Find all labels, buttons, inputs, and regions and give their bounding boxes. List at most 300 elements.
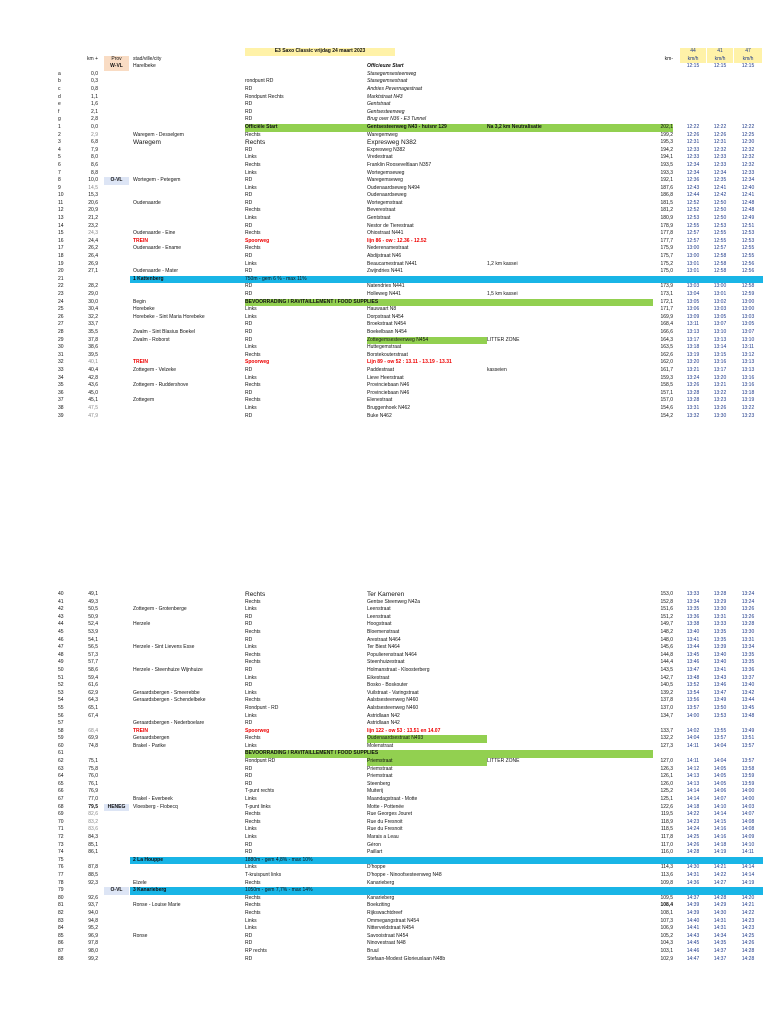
street-cell: Lijn 89 - ow 52 : 13.11 - 13.19 - 13.31 [367, 359, 452, 366]
time-cell: 13:32 [686, 412, 700, 419]
time-cell: 12:56 [741, 260, 755, 267]
table-row [0, 162, 768, 170]
prov-cell: W-VL [104, 63, 129, 71]
km-plus-cell: 7,9 [91, 146, 98, 153]
km-minus-cell: 107,3 [660, 917, 673, 924]
street-cell: Ohiostraat N441 [367, 230, 404, 237]
time-cell: 14:26 [686, 841, 700, 848]
direction-cell: Rondpunt - RD [245, 704, 279, 711]
time-cell: 12:55 [713, 230, 727, 237]
table-row [0, 773, 768, 781]
table-row [0, 109, 768, 117]
city-cell: Oudenaarde - Eine [133, 230, 176, 237]
table-row [0, 352, 768, 360]
direction-cell: Rechts [245, 139, 266, 147]
km-plus-cell: 64,3 [88, 697, 98, 704]
time-cell: 14:00 [686, 712, 700, 719]
time-cell: 13:29 [713, 598, 727, 605]
time-cell: 13:11 [686, 321, 700, 328]
time-cell: 13:19 [741, 397, 755, 404]
table-row [0, 132, 768, 140]
time-cell: 13:31 [713, 613, 727, 620]
table-row [0, 781, 768, 789]
time-cell: 14:36 [686, 879, 700, 886]
time-cell: 14:14 [713, 811, 727, 818]
table-row [0, 591, 768, 599]
time-cell: 13:17 [713, 366, 727, 373]
table-row [0, 170, 768, 178]
time-cell: 14:18 [686, 803, 700, 810]
km-minus-cell: 118,9 [660, 818, 673, 825]
time-cell: 14:19 [741, 879, 755, 886]
table-row [0, 390, 768, 398]
city-cell: Harelbeke [133, 63, 156, 70]
street-cell: Oudenaardseweg [367, 192, 407, 199]
time-cell: 14:23 [741, 917, 755, 924]
table-row [0, 71, 768, 79]
km-minus-cell: 178,9 [660, 222, 673, 229]
city-cell: Geraardsbergen [133, 735, 170, 742]
km-minus-cell: 126,1 [660, 773, 673, 780]
city-cell: 3 Kanarieberg [133, 887, 167, 894]
direction-cell: Links [245, 169, 257, 176]
prov-cell: O-VL [104, 177, 129, 185]
time-cell: 12:52 [686, 207, 700, 214]
street-cell: Savooistraat N454 [367, 932, 409, 939]
time-cell: 13:02 [713, 298, 727, 305]
city-cell: Brakel - Parike [133, 742, 166, 749]
km-plus-cell: 20,6 [88, 199, 98, 206]
speed-unit-3: km/h [734, 56, 762, 64]
street-cell: Andries Pevernagestraat [367, 85, 423, 92]
direction-cell: RD [245, 621, 253, 628]
street-cell: Wortegemstraat [367, 199, 403, 206]
row-number: 7 [58, 169, 61, 176]
direction-cell: RD [245, 666, 253, 673]
direction-cell: RD [245, 283, 253, 290]
row-number: 37 [58, 397, 64, 404]
table-row [0, 116, 768, 124]
row-number: 30 [58, 344, 64, 351]
km-plus-cell: 39,5 [88, 351, 98, 358]
time-cell: 14:10 [741, 841, 755, 848]
time-cell: 13:39 [713, 644, 727, 651]
time-cell: 13:06 [686, 306, 700, 313]
time-cell: 14:26 [741, 940, 755, 947]
time-cell: 13:44 [686, 644, 700, 651]
direction-cell: T-punt links [245, 803, 271, 810]
time-cell: 14:28 [686, 849, 700, 856]
row-number: 78 [58, 879, 64, 886]
time-cell: 12:26 [686, 131, 700, 138]
street-cell: Ter Biest N464 [367, 644, 400, 651]
direction-cell: RD [245, 613, 253, 620]
street-cell: Ter Kameren [367, 591, 405, 598]
time-cell: 13:49 [741, 727, 755, 734]
time-cell: 13:26 [741, 606, 755, 613]
km-plus-cell: 45,0 [88, 389, 98, 396]
time-cell: 14:11 [686, 758, 700, 765]
table-row [0, 238, 768, 246]
row-number: e [58, 101, 61, 108]
street-cell: D'hoppe - Ninoofsesteenweg N48 [367, 871, 442, 878]
direction-cell: Rechts [245, 397, 261, 404]
row-number: 72 [58, 834, 64, 840]
time-cell: 12:53 [741, 237, 755, 244]
time-cell: 13:03 [686, 283, 700, 290]
km-plus-cell: 85,1 [88, 841, 98, 848]
time-cell: 12:32 [741, 154, 755, 161]
row-number: 57 [58, 720, 64, 727]
row-number: 81 [58, 902, 64, 909]
km-plus-cell: 57,3 [88, 651, 98, 658]
km-plus-cell: 93,7 [88, 902, 98, 909]
street-cell: Oudenaardsestraat N493 [367, 735, 487, 743]
street-cell: Stasegemsestraat [367, 78, 408, 85]
km-minus-cell: 109,5 [660, 894, 673, 901]
km-plus-cell: 58,6 [88, 666, 98, 673]
city-cell: Zwalm - Roborst [133, 336, 170, 343]
table-row [0, 94, 768, 102]
street-cell: Nederenamestraat [367, 245, 409, 252]
row-number: 83 [58, 917, 64, 924]
time-cell: 12:33 [713, 154, 727, 161]
row-number: 20 [58, 268, 64, 275]
speed-41-header: 41 [707, 48, 733, 56]
street-cell: Holleweg N441 [367, 291, 401, 297]
km-minus-header: km- [664, 55, 673, 62]
km-minus-cell: 132,2 [660, 735, 673, 742]
row-number: 73 [58, 841, 64, 848]
street-cell: Nestor de Tierestraat [367, 222, 414, 229]
time-cell: 13:10 [713, 328, 727, 335]
km-minus-cell: 149,7 [660, 621, 673, 628]
time-cell: 14:31 [713, 917, 727, 924]
direction-cell: Links [245, 917, 257, 924]
km-plus-cell: 2,1 [91, 108, 98, 115]
time-cell: 14:20 [741, 894, 755, 901]
direction-cell: RD [245, 773, 253, 780]
km-plus-cell: 57,7 [88, 659, 98, 666]
direction-cell: BEVOORRADING / RAVITAILLEMENT / FOOD SUPPLIES [245, 750, 379, 757]
time-cell: 12:15 [713, 63, 727, 70]
time-cell: 12:52 [686, 199, 700, 206]
time-cell: 13:35 [741, 651, 755, 658]
route-table-part-1 [0, 71, 768, 420]
row-number: 42 [58, 606, 64, 613]
time-cell: 14:28 [741, 955, 755, 962]
table-row [0, 397, 768, 405]
row-number: 87 [58, 947, 64, 954]
time-cell: 12:22 [686, 123, 700, 130]
direction-cell: RD [245, 199, 253, 206]
street-cell: Gentsesteenweg N43 - huisnr 129 [367, 123, 447, 130]
time-cell: 14:43 [686, 932, 700, 939]
km-plus-cell: 86,1 [88, 849, 98, 856]
time-cell: 12:58 [713, 260, 727, 267]
row-number: 59 [58, 735, 64, 742]
city-cell: Oudenaarde - Ename [133, 245, 182, 252]
km-minus-cell: 117,8 [660, 834, 673, 840]
row-number: 50 [58, 666, 64, 673]
km-plus-cell: 6,8 [91, 139, 98, 146]
table-row [0, 925, 768, 933]
km-plus-cell: 88,5 [88, 871, 98, 878]
direction-cell: RD [245, 780, 253, 787]
time-cell: 14:05 [713, 780, 727, 787]
row-number: g [58, 116, 61, 123]
street-cell: Stasegemsesteenweg [367, 70, 417, 77]
row-number: 46 [58, 636, 64, 643]
table-row [0, 705, 768, 713]
city-cell: TREIN [133, 359, 148, 366]
km-plus-cell: 35,5 [88, 328, 98, 335]
km-minus-cell: 144,8 [660, 651, 673, 658]
km-minus-cell: 166,6 [660, 328, 673, 335]
time-cell: 12:31 [686, 139, 700, 146]
street-cell: Bosko - Boskouter [367, 682, 408, 689]
km-plus-cell: 95,2 [88, 925, 98, 932]
direction-cell: RD [245, 849, 253, 856]
km-plus-cell: 65,1 [88, 704, 98, 711]
km-minus-cell: 126,3 [660, 765, 673, 772]
row-number: d [58, 93, 61, 100]
km-plus-cell: 69,9 [88, 735, 98, 742]
direction-cell: RD [245, 268, 253, 275]
km-minus-cell: 151,6 [660, 606, 673, 613]
street-cell: Bruul [367, 947, 379, 954]
street-cell: Abdijstraat N46 [367, 253, 402, 260]
street-cell: Expresweg N382 [367, 146, 406, 153]
direction-cell: RD [245, 955, 253, 962]
direction-cell: RD [245, 253, 253, 260]
km-minus-cell: 153,0 [660, 591, 673, 597]
table-row [0, 253, 768, 261]
time-cell: 13:03 [713, 306, 727, 313]
table-row [0, 895, 768, 903]
km-plus-cell: 54,1 [88, 636, 98, 643]
time-cell: 13:28 [686, 389, 700, 396]
km-plus-cell: 40,4 [88, 366, 98, 373]
time-cell: 14:11 [741, 849, 755, 856]
km-plus-cell: 26,4 [88, 253, 98, 260]
time-cell: 12:57 [686, 237, 700, 244]
km-plus-cell: 0,3 [91, 78, 98, 85]
time-cell: 12:57 [686, 230, 700, 237]
km-plus-cell: 29,0 [88, 291, 98, 297]
time-cell: 12:15 [686, 63, 700, 70]
table-row [0, 720, 768, 728]
km-plus-cell: 0,8 [91, 85, 98, 92]
time-cell: 13:09 [686, 313, 700, 320]
time-cell: 14:06 [713, 788, 727, 795]
time-cell: 13:41 [713, 666, 727, 673]
time-cell: 14:14 [686, 788, 700, 795]
time-cell: 14:12 [686, 765, 700, 772]
table-row [0, 382, 768, 390]
km-plus-cell: 0,0 [91, 123, 98, 130]
speed-47-header: 47 [734, 48, 762, 56]
row-number: 76 [58, 864, 64, 871]
time-cell: 13:57 [741, 758, 755, 765]
row-number: 26 [58, 313, 64, 320]
time-cell: 13:51 [741, 735, 755, 742]
street-cell: Lieve Heerstraat [367, 374, 404, 381]
km-minus-cell: 142,7 [660, 674, 673, 681]
km-plus-cell: 45,1 [88, 397, 98, 404]
time-cell: 12:31 [713, 139, 727, 146]
city-cell: Herzele [133, 621, 151, 628]
row-number: 13 [58, 215, 64, 222]
time-cell: 13:28 [741, 621, 755, 628]
row-number: 21 [58, 275, 64, 282]
street-cell: Rue Georges Jouret [367, 811, 413, 818]
direction-cell: Links [245, 306, 257, 313]
time-cell: 14:37 [686, 894, 700, 901]
city-cell: Geraardsbergen - Nederboelare [133, 720, 205, 727]
street-cell: Ommegangstraat N454 [367, 917, 419, 924]
km-minus-cell: 157,1 [660, 389, 673, 396]
row-number: 41 [58, 598, 64, 605]
km-minus-cell: 148,2 [660, 628, 673, 635]
street-cell: Expresweg N382 [367, 139, 417, 147]
time-cell: 13:45 [686, 651, 700, 658]
time-cell: 13:56 [686, 697, 700, 704]
km-plus-cell: 77,0 [88, 796, 98, 803]
street-cell: Vuilstraat - Varingstraat [367, 689, 419, 696]
time-cell: 13:18 [741, 389, 755, 396]
direction-cell: RD [245, 291, 253, 297]
time-cell: 13:01 [686, 260, 700, 267]
km-plus-cell: 47,5 [88, 404, 98, 411]
table-row [0, 78, 768, 86]
direction-cell: RD [245, 101, 253, 108]
street-cell: Bruggenhoek N462 [367, 404, 411, 411]
row-number: 22 [58, 283, 64, 290]
time-cell: 13:57 [713, 735, 727, 742]
time-cell: 12:30 [741, 139, 755, 146]
time-cell: 14:04 [713, 758, 727, 765]
direction-cell: Links [245, 796, 257, 803]
km-minus-cell: 186,8 [660, 192, 673, 199]
table-row [0, 337, 768, 345]
time-cell: 13:07 [713, 321, 727, 328]
time-cell: 13:30 [713, 606, 727, 613]
time-cell: 12:33 [713, 161, 727, 168]
time-cell: 14:28 [741, 947, 755, 954]
km-plus-cell: 83,6 [88, 826, 98, 833]
time-cell: 13:46 [713, 682, 727, 689]
time-cell: 13:37 [741, 674, 755, 681]
city-cell: Begin [133, 298, 146, 305]
row-number: 65 [58, 780, 64, 787]
roadbook-sheet-1 [0, 48, 768, 420]
street-cell: D'hoppe [367, 864, 386, 871]
km-minus-cell: 169,9 [660, 313, 673, 320]
direction-cell: Rechts [245, 879, 261, 886]
row-number: b [58, 78, 61, 85]
km-plus-cell: 59,4 [88, 674, 98, 681]
time-cell: 12:48 [741, 207, 755, 214]
table-row [0, 299, 768, 307]
time-cell: 12:58 [713, 253, 727, 260]
table-row [0, 682, 768, 690]
table-row [0, 826, 768, 834]
street-cell: Paillart [367, 849, 383, 856]
street-cell: Franklin Rooseveltlaan N357 [367, 161, 432, 168]
row-number: 39 [58, 412, 64, 419]
time-cell: 14:10 [713, 803, 727, 810]
km-plus-cell: 30,4 [88, 306, 98, 313]
km-minus-cell: 108,4 [660, 902, 673, 909]
time-cell: 12:32 [713, 146, 727, 153]
city-cell: Herzele - Sint Lievens Esse [133, 644, 195, 651]
time-cell: 13:33 [713, 621, 727, 628]
km-minus-cell: 105,2 [660, 932, 673, 939]
time-cell: 14:45 [686, 940, 700, 947]
km-minus-cell: 177,8 [660, 230, 673, 237]
table-row [0, 811, 768, 819]
header-title-row [0, 48, 768, 56]
direction-cell: RD [245, 177, 253, 184]
street-cell: Aalstsesteenweg N460 [367, 697, 419, 704]
time-cell: 13:01 [686, 268, 700, 275]
time-cell: 12:26 [713, 131, 727, 138]
time-cell: 13:41 [686, 636, 700, 643]
direction-cell: 1880m - gem 4,8% - max 10% [245, 856, 313, 863]
km-minus-cell: 175,2 [660, 260, 673, 267]
row-number: 29 [58, 336, 64, 343]
km-plus-cell: 92,3 [88, 879, 98, 886]
direction-cell: Rechts [245, 735, 261, 742]
street-cell: Ninovestraat N48 [367, 940, 406, 947]
km-plus-cell: 10,0 [88, 177, 98, 184]
km-plus-cell: 99,2 [88, 955, 98, 962]
street-cell: lijn 86 - ow : 12.36 - 12.52 [367, 237, 427, 244]
time-cell: 12:43 [686, 184, 700, 191]
table-row [0, 367, 768, 375]
time-cell: 14:14 [686, 796, 700, 803]
table-row [0, 192, 768, 200]
time-cell: 13:20 [686, 359, 700, 366]
km-plus-cell: 49,1 [88, 591, 98, 597]
direction-cell: Links [245, 712, 257, 719]
time-cell: 12:41 [713, 184, 727, 191]
km-minus-cell: 139,2 [660, 689, 673, 696]
city-cell: TREIN [133, 237, 148, 244]
city-cell: 1 Kattenberg [133, 275, 164, 282]
time-cell: 12:33 [686, 146, 700, 153]
table-row [0, 101, 768, 109]
direction-cell: Rechts [245, 697, 261, 704]
row-number: 47 [58, 644, 64, 651]
table-row [0, 359, 768, 367]
street-cell: Paddestraat [367, 366, 394, 373]
km-minus-cell: 126,0 [660, 780, 673, 787]
km-minus-cell: 202,1 [660, 123, 673, 130]
street-cell: Motte - Pottenée [367, 803, 404, 810]
row-number: 1 [58, 123, 61, 130]
time-cell: 13:23 [713, 397, 727, 404]
time-cell: 13:57 [686, 704, 700, 711]
time-cell: 12:40 [741, 184, 755, 191]
time-cell: 12:44 [686, 192, 700, 199]
row-number: 15 [58, 230, 64, 237]
km-minus-cell: 140,5 [660, 682, 673, 689]
table-row [0, 675, 768, 683]
km-minus-cell: 127,3 [660, 742, 673, 749]
city-cell: Waregem - Desselgem [133, 131, 184, 138]
